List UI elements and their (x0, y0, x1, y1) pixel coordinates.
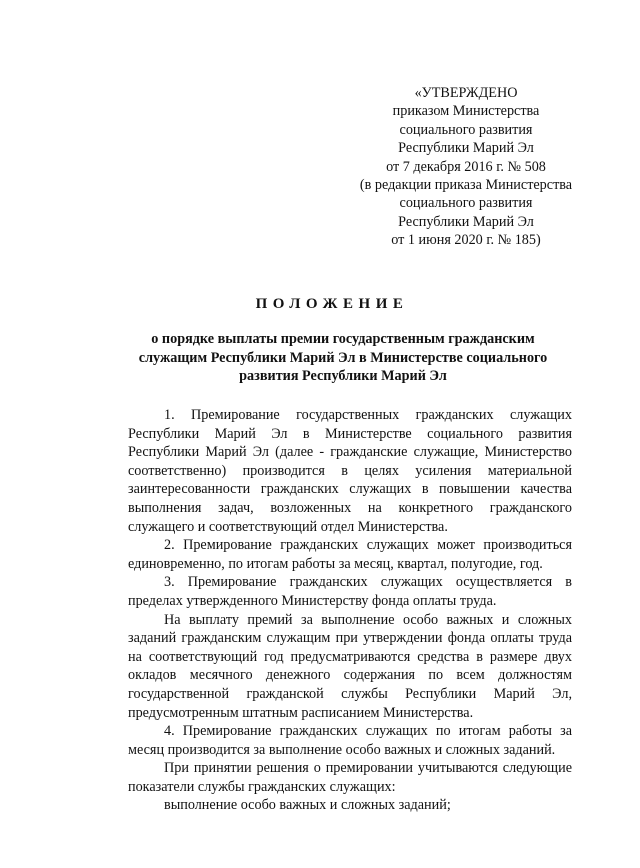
approval-line: «УТВЕРЖДЕНО (414, 85, 518, 101)
document-subtitle (120, 330, 566, 386)
paragraph-item-3: 3. Премирование гражданских служащих осуществляется в пределах утвержденного Министерству фонда оплаты труда. (128, 574, 572, 609)
paragraph-item-1: 1. Премирование государственных гражданских служащих Республики Марий Эл в Министерстве социального развития Республики Марий Эл (далее - гражданские служащие, Министерство соответственно) производится в целях усиления материальной заинтересованности гражданских служащих в повышении качества выполнения задач, возложенных на конкретного гражданского служащего и соответствующий отдел Министерства. (128, 407, 572, 535)
subtitle-line: о порядке выплаты премии государственным гражданским (151, 331, 535, 347)
paragraph-criteria-intro: При принятии решения о премировании учитываются следующие показатели службы гражданских служащих: (128, 760, 572, 795)
approval-line: социального развития (399, 121, 533, 138)
approval-line: от 1 июня 2020 г. № 185) (391, 232, 541, 249)
approval-line: (в редакции приказа Министерства (359, 177, 573, 194)
document-title: ПОЛОЖЕНИЕ (255, 296, 409, 312)
subtitle-line: развития Республики Марий Эл (239, 368, 447, 385)
paragraph-item-4: 4. Премирование гражданских служащих по итогам работы за месяц производится за выполнение особо важных и сложных заданий. (128, 723, 572, 758)
approval-line: социального развития (399, 195, 533, 212)
approval-line: приказом Министерства (392, 103, 540, 120)
approval-line: от 7 декабря 2016 г. № 508 (386, 158, 546, 175)
document-body (128, 406, 572, 815)
approval-line: Республики Марий Эл (398, 140, 534, 157)
paragraph-criteria-first: выполнение особо важных и сложных заданий; (164, 797, 451, 814)
approval-line: Республики Марий Эл (398, 213, 534, 230)
paragraph-item-2: 2. Премирование гражданских служащих может производиться единовременно, по итогам работы за месяц, квартал, полугодие, год. (128, 537, 572, 572)
approval-stamp-block (340, 84, 592, 250)
paragraph-bonus-funds: На выплату премий за выполнение особо важных и сложных заданий гражданским служащим при утверждении фонда оплаты труда на соответствующий год предусматриваются средства в размере двух окладов месячного денежного содержания по всем должностям государственной гражданской службы Республики Марий Эл, предусмотренным штатным расписанием Министерства. (128, 611, 572, 721)
subtitle-line: служащим Республики Марий Эл в Министерстве социального (138, 349, 548, 366)
